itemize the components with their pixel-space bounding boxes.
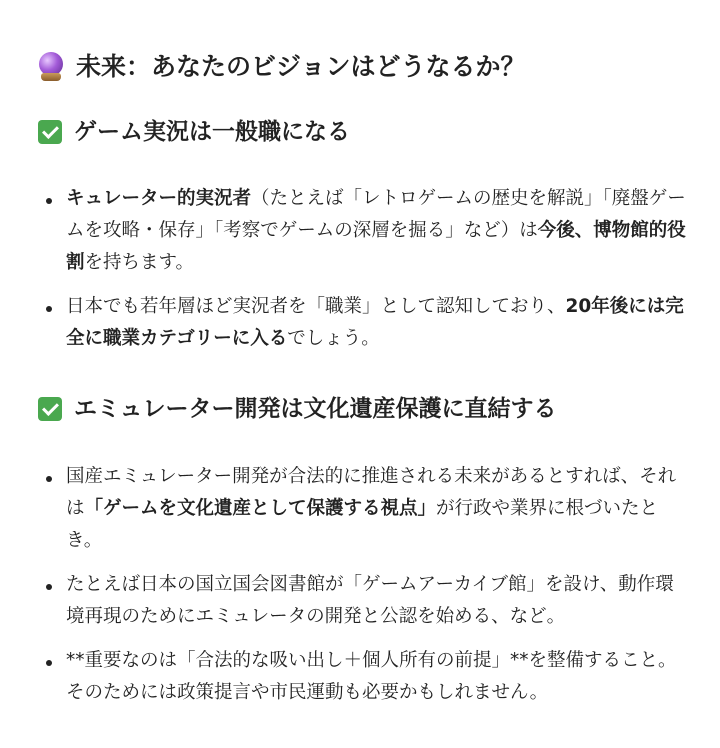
list-item <box>38 569 686 633</box>
list-item <box>38 461 686 557</box>
page-heading-text: 未来：あなたのビジョンはどうなるか？ <box>76 52 526 81</box>
list-item-text: を持ちます。 <box>84 252 195 273</box>
list-item-bold: キュレーター的実況者 <box>66 188 252 209</box>
bullet-list <box>38 183 686 355</box>
check-mark-icon <box>38 397 62 421</box>
check-mark-icon <box>38 120 62 144</box>
list-item <box>38 645 686 709</box>
list-item-text: たとえば日本の国立国会図書館が「ゲームアーカイブ館」を設け、動作環境再現のためにエミュレータの開発と公認を始める、など。 <box>66 574 674 627</box>
list-item-text: でしょう。 <box>287 328 380 349</box>
list-item-bold: 20年後には完全に職業カテゴリーに入る <box>66 296 684 349</box>
section-heading-text: ゲーム実況は一般職になる <box>74 119 350 145</box>
list-item <box>38 183 686 279</box>
crystal-ball-icon <box>38 52 64 82</box>
list-item-text: 国産エミュレーター開発が合法的に推進される未来があるとすれば、それは <box>66 466 677 519</box>
section-heading-game-commentary <box>38 116 686 148</box>
page-heading <box>38 50 686 84</box>
section-heading-emulator <box>38 393 686 425</box>
list-item-bold: 今後、博物館的役割 <box>66 220 686 273</box>
section-heading-text: エミュレーター開発は文化遺産保護に直結する <box>74 396 557 422</box>
list-item-text: （たとえば「レトロゲームの歴史を解説」「廃盤ゲームを攻略・保存」「考察でゲームの深層を掘る」など）は <box>66 188 686 241</box>
bullet-list <box>38 461 686 709</box>
list-item <box>38 291 686 355</box>
list-item-text: 日本でも若年層ほど実況者を「職業」として認知しており、 <box>66 296 566 317</box>
list-item-text: **重要なのは「合法的な吸い出し＋個人所有の前提」**を整備すること。そのためには政策提言や市民運動も必要かもしれません。 <box>66 650 677 703</box>
list-item-bold: 「ゲームを文化遺産として保護する視点」 <box>84 498 437 519</box>
list-item-text: が行政や業界に根づいたとき。 <box>66 498 659 551</box>
